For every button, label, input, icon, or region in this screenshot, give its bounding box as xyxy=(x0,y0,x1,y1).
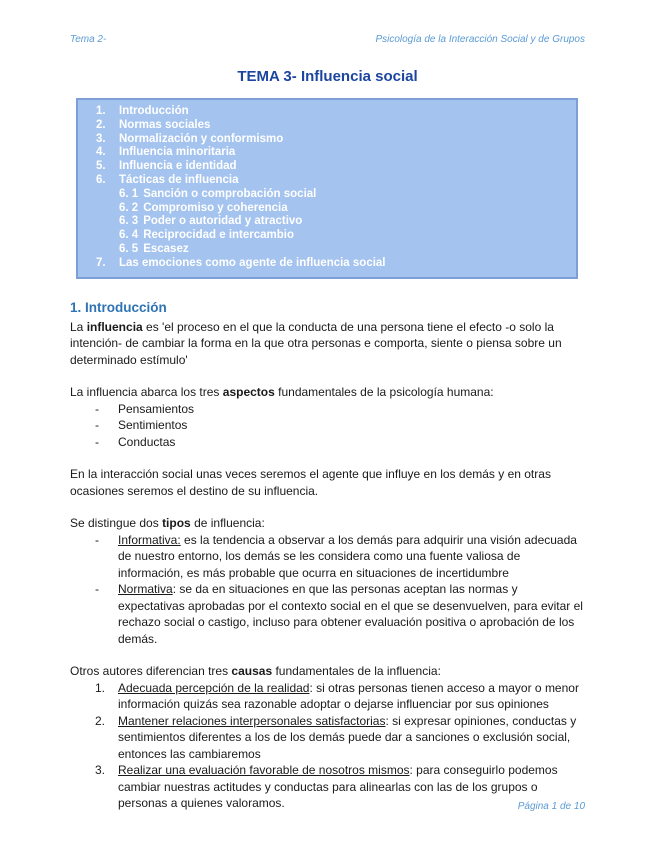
text-run: : si otras personas tienen acceso a mayor o menor información quizás sea razonable adoptar o dejarse influenciar por sus opiniones xyxy=(118,680,579,712)
list-bullet: - xyxy=(95,418,99,433)
toc-item-label: Influencia e identidad xyxy=(119,160,237,173)
text-run: es la tendencia a observar a los demás para adquirir una visión adecuada de nuestro entorno, los demás se les considera como una fuente valiosa de información, es más probable que ocurra en situaciones de incertidumbre xyxy=(118,532,577,580)
paragraph-causes-lead xyxy=(70,663,585,680)
text-run: de influencia: xyxy=(190,516,265,531)
underlined-term: Mantener relaciones interpersonales satisfactorias xyxy=(118,713,386,728)
paragraph-interaction: En la interacción social unas veces seremos el agente que influye en los demás y en otras ocasiones seremos el destino de su influencia. xyxy=(70,467,551,498)
list-item xyxy=(95,401,585,418)
text-run: Otros autores diferencian tres xyxy=(70,664,232,679)
toc-item-number: 6. 4 xyxy=(119,229,139,242)
toc-item-label: Reciprocidad e intercambio xyxy=(143,229,295,242)
toc-box xyxy=(76,98,578,279)
list-item-text xyxy=(118,532,585,582)
toc-subitem xyxy=(119,202,568,216)
toc-item-number: 2. xyxy=(96,118,106,131)
section-heading: 1. Introducción xyxy=(70,299,167,315)
toc-item-label: Influencia minoritaria xyxy=(119,146,236,159)
toc-item-number: 1. xyxy=(96,105,106,117)
toc-item-number: 6. 5 xyxy=(119,242,139,255)
bold-text-run: influencia xyxy=(86,319,143,334)
list-item xyxy=(95,581,585,647)
toc-item-number: 7. xyxy=(96,256,106,269)
list-bullet: - xyxy=(95,401,99,416)
text-run: La influencia abarca los tres xyxy=(70,385,223,400)
toc-item xyxy=(96,133,568,147)
toc-item-label: Sanción o comprobación social xyxy=(143,187,317,200)
list-bullet: - xyxy=(95,582,99,597)
list-item xyxy=(95,434,585,451)
text-run: fundamentales de la psicología humana: xyxy=(274,385,494,400)
toc-subitem xyxy=(119,229,568,243)
underlined-term: Adecuada percepción de la realidad xyxy=(118,680,310,695)
toc-subitem xyxy=(119,215,568,229)
toc-item-number: 6. 2 xyxy=(119,201,139,214)
aspects-list xyxy=(70,401,585,451)
underlined-term: Normativa xyxy=(118,582,173,597)
list-bullet: - xyxy=(95,434,99,449)
toc-item xyxy=(96,257,568,271)
page-header xyxy=(70,34,585,45)
toc-item-number: 6. 1 xyxy=(119,187,139,200)
toc-subitem xyxy=(119,188,568,202)
toc-item-number: 3. xyxy=(96,132,106,145)
toc-item xyxy=(96,146,568,160)
toc-item xyxy=(96,105,568,119)
footer-page-number: Página 1 de 10 xyxy=(517,801,585,812)
bold-text-run: causas xyxy=(231,664,273,679)
list-item-text: Pensamientos xyxy=(118,401,195,416)
toc-item-label: Introducción xyxy=(119,105,189,117)
paragraph-definition xyxy=(70,319,585,369)
list-number: 1. xyxy=(95,680,106,695)
paragraph-aspects-lead xyxy=(70,384,585,401)
header-right-text: Psicología de la Interacción Social y de Grupos xyxy=(375,34,585,45)
toc-item-label: Tácticas de influencia xyxy=(119,173,239,186)
text-run: : se da en situaciones en que las personas aceptan las normas y expectativas aprobadas por el contexto social en el que se desenvuelven, para evitar el rechazo social o castigo, incluso para obtener evaluación positiva o aprobación de los demás. xyxy=(118,582,583,646)
list-item-text xyxy=(118,680,585,713)
list-number: 3. xyxy=(95,763,106,778)
bold-text-run: tipos xyxy=(162,516,191,531)
list-number: 2. xyxy=(95,713,106,728)
list-item-text xyxy=(118,713,585,763)
page-title: TEMA 3- Influencia social xyxy=(237,68,418,85)
toc-item-number: 5. xyxy=(96,160,106,173)
toc-item-number: 6. xyxy=(96,173,106,186)
list-item-text: Conductas xyxy=(118,434,176,449)
numbered-list-item xyxy=(95,680,585,713)
text-run: es 'el proceso en el que la conducta de una persona tiene el efecto -o solo la intención- de cambiar la forma en la que otra personas e comporta, siente o piensa sobre un determinado estímulo' xyxy=(70,319,562,367)
bold-text-run: aspectos xyxy=(222,385,275,400)
list-item xyxy=(95,532,585,582)
toc-item-number: 6. 3 xyxy=(119,215,139,228)
numbered-list-item xyxy=(95,762,585,812)
list-bullet: - xyxy=(95,532,99,547)
list-item-text: Sentimientos xyxy=(118,418,188,433)
paragraph-types-lead xyxy=(70,515,585,532)
toc-item-label: Normas sociales xyxy=(119,118,211,131)
list-item-text xyxy=(118,581,585,647)
underlined-term: Realizar una evaluación favorable de nosotros mismos xyxy=(118,763,410,778)
underlined-term: Informativa: xyxy=(118,532,181,547)
text-run: La xyxy=(70,319,87,334)
text-run: fundamentales de la influencia: xyxy=(272,664,441,679)
toc-item-label: Poder o autoridad y atractivo xyxy=(143,215,303,228)
types-list xyxy=(70,532,585,648)
toc-item-label: Escasez xyxy=(143,242,189,255)
numbered-list-item xyxy=(95,713,585,763)
list-item-text xyxy=(118,762,585,812)
toc-item-label: Compromiso y coherencia xyxy=(143,201,288,214)
toc-item xyxy=(96,119,568,133)
toc-item-label: Normalización y conformismo xyxy=(119,132,284,145)
toc-item-label: Las emociones como agente de influencia social xyxy=(119,256,386,269)
text-run: : si expresar opiniones, conductas y sentimientos diferentes a los de los demás puede dar a sanciones o exclusión social, entonces las cambiaremos xyxy=(118,713,577,761)
toc-item xyxy=(96,174,568,188)
text-run: Se distingue dos xyxy=(70,516,163,531)
list-item xyxy=(95,417,585,434)
text-run: : para conseguirlo podemos cambiar nuestras actitudes y conductas para alinearlas con las de los grupos o personas a quienes valoramos. xyxy=(118,763,558,811)
causes-list xyxy=(70,680,585,812)
header-left-text: Tema 2- xyxy=(70,34,107,45)
toc-item-number: 4. xyxy=(96,146,106,159)
toc-item xyxy=(96,160,568,174)
toc-subitem xyxy=(119,243,568,257)
